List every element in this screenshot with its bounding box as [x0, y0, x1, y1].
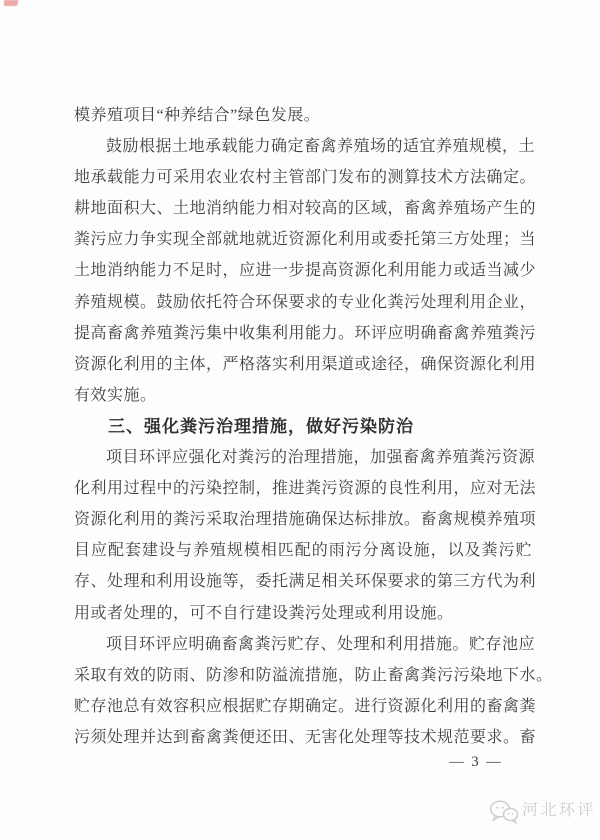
text-line: 存、处理和利用设施等，委托满足相关环保要求的第三方代为利 [74, 573, 537, 591]
text-line: 土地消纳能力不足时，应进一步提高资源化利用能力或适当减少 [74, 262, 537, 280]
watermark [489, 798, 596, 824]
page-number: — 3 — [449, 754, 503, 770]
text-line: 地承载能力可采用农业农村主管部门发布的测算技术方法确定。 [74, 169, 537, 187]
text-line: 用或者处理的，可不自行建设粪污处理或利用设施。 [74, 604, 454, 622]
text-line: 粪污应力争实现全部就地就近资源化利用或委托第三方处理；当 [74, 231, 537, 249]
text-line: 污须处理并达到畜禽粪便还田、无害化处理等技术规范要求。畜 [74, 728, 537, 746]
text-line: 提高畜禽养殖粪污集中收集利用能力。环评应明确畜禽养殖粪污 [74, 324, 537, 342]
text-line: 养殖规模。鼓励依托符合环保要求的专业化粪污处理利用企业， [74, 293, 537, 311]
text-line: 资源化利用的粪污采取治理措施确保达标排放。畜禽规模养殖项 [74, 511, 537, 529]
text-line: 资源化利用的主体，严格落实利用渠道或途径，确保资源化利用 [74, 355, 537, 373]
text-line: 模养殖项目“种养结合”绿色发展。 [74, 107, 321, 124]
text-line: 鼓励根据土地承载能力确定畜禽养殖场的适宜养殖规模，土 [106, 138, 536, 156]
text-line: 化利用过程中的污染控制，推进粪污资源的良性利用，应对无法 [74, 480, 537, 498]
text-line: 项目环评应明确畜禽粪污贮存、处理和利用措施。贮存池应 [106, 635, 536, 653]
text-line: 采取有效的防雨、防渗和防溢流措施，防止畜禽粪污污染地下水。 [74, 666, 553, 684]
wechat-icon [489, 799, 519, 824]
red-mark [4, 0, 18, 6]
text-line: 耕地面积大、土地消纳能力相对较高的区域，畜禽养殖场产生的 [74, 200, 537, 218]
text-line: 项目环评应强化对粪污的治理措施，加强畜禽养殖粪污资源 [106, 449, 536, 467]
section-heading: 三、强化粪污治理措施，做好污染防治 [108, 416, 414, 436]
watermark-label: 河北环评 [522, 802, 597, 819]
text-line: 目应配套建设与养殖规模相匹配的雨污分离设施，以及粪污贮 [74, 542, 532, 560]
text-line: 有效实施。 [74, 386, 157, 404]
text-line: 贮存池总有效容积应根据贮存期确定。进行资源化利用的畜禽粪 [74, 697, 537, 715]
document-body [74, 100, 553, 753]
